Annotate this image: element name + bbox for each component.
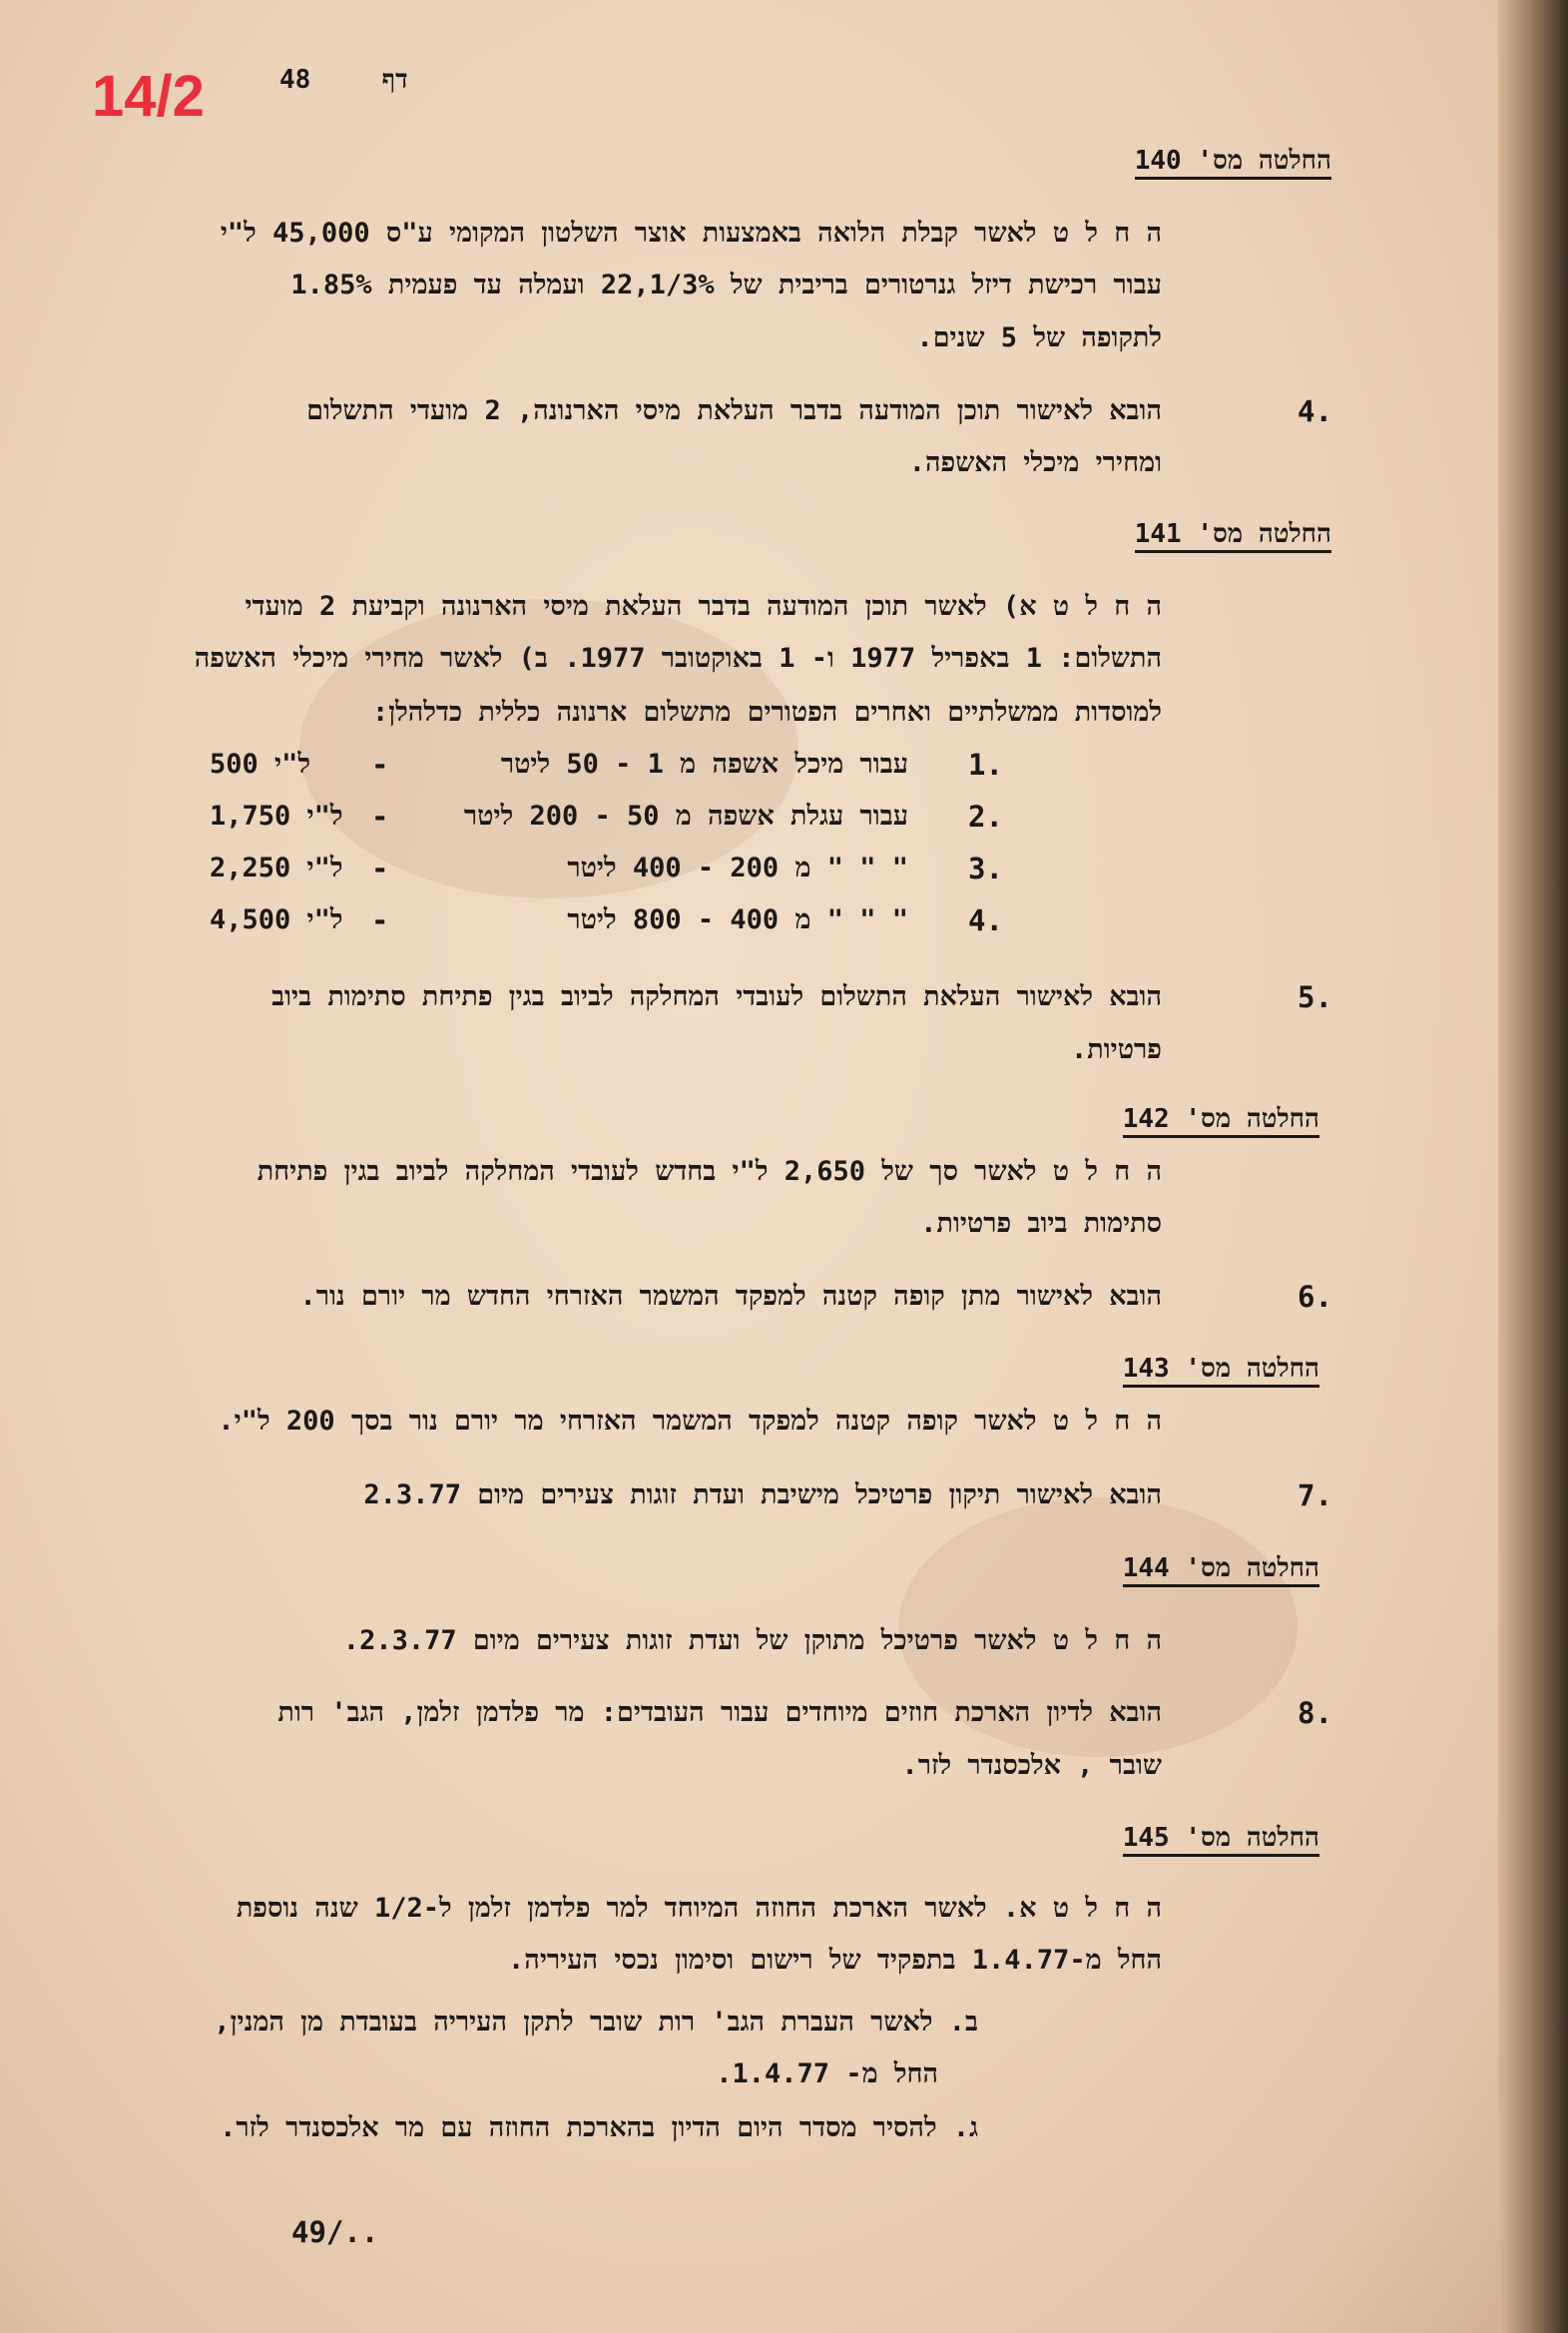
resolution-heading: החלטה מס' 144	[1123, 1555, 1319, 1587]
list-price: 4,500 ל"י	[210, 904, 343, 935]
list-desc: עבור מיכל אשפה מ 1 - 50 ליטר	[500, 749, 908, 780]
resolution-heading: החלטה מס' 140	[1135, 148, 1331, 180]
text-line: ה ח ל ט לאשר קבלת הלואה באמצעות אוצר השלטון המקומי ע"ס 45,000 ל"י	[220, 218, 1162, 249]
text-line: הובא לאישור תוכן המודעה בדבר העלאת מיסי הארנונה, 2 מועדי התשלום	[306, 395, 1162, 426]
text-line: ה ח ל ט א) לאשר תוכן המודעה בדבר העלאת מיסי הארנונה וקביעת 2 מועדי	[245, 591, 1162, 622]
page-footer: 49/..	[291, 2215, 379, 2249]
text-line: למוסדות ממשלתיים ואחרים הפטורים מתשלום ארנונה כללית כדלהלן:	[371, 697, 1162, 728]
text-line: ה ח ל ט לאשר פרטיכל מתוקן של ועדת זוגות צעירים מיום 2.3.77.	[342, 1625, 1162, 1656]
text-line: הובא לדיון הארכת חוזים מיוחדים עבור העובדים: מר פלדמן זלמן, הגב' רות	[277, 1697, 1162, 1728]
book-edge-shadow	[1498, 0, 1568, 2333]
list-desc: " " " מ 400 - 800 ליטר	[567, 904, 908, 935]
text-line: ומחירי מיכלי האשפה.	[908, 447, 1162, 478]
resolution-heading: החלטה מס' 145	[1123, 1825, 1319, 1857]
item-number: 6.	[1298, 1280, 1332, 1314]
text-line: הובא לאישור העלאת התשלום לעובדי המחלקה לביוב בגין פתיחת סתימות ביוב	[271, 981, 1162, 1012]
text-line: התשלום: 1 באפריל 1977 ו- 1 באוקטובר 1977. ב) לאשר מחירי מיכלי האשפה	[194, 643, 1162, 674]
list-price: 500 ל"י	[210, 749, 310, 780]
list-price: 2,250 ל"י	[210, 853, 343, 883]
list-desc: עבור עגלת אשפה מ 50 - 200 ליטר	[463, 801, 908, 832]
text-line: הובא לאישור תיקון פרטיכל מישיבת ועדת זוגות צעירים מיום 2.3.77	[363, 1479, 1162, 1510]
list-dash: -	[371, 800, 389, 834]
page-number: 48	[279, 65, 311, 95]
item-number: 5.	[1298, 980, 1332, 1014]
text-line: החל מ-1.4.77 בתפקיד של רישום וסימון נכסי העיריה.	[508, 1945, 1162, 1976]
resolution-heading: החלטה מס' 141	[1135, 521, 1331, 553]
list-dash: -	[371, 903, 389, 937]
list-price: 1,750 ל"י	[210, 801, 343, 832]
item-number: 8.	[1298, 1696, 1332, 1730]
text-line: סתימות ביוב פרטיות.	[920, 1208, 1162, 1239]
list-dash: -	[371, 748, 389, 782]
list-desc: " " " מ 200 - 400 ליטר	[567, 853, 908, 883]
text-line: שובר , אלכסנדר לזר.	[901, 1750, 1162, 1781]
text-line: החל מ- 1.4.77.	[716, 2058, 938, 2089]
list-number: 1.	[968, 748, 1003, 782]
text-line: ה ח ל ט א. לאשר הארכת החוזה המיוחד למר פלדמן זלמן ל-1/2 שנה נוספת	[236, 1893, 1162, 1924]
resolution-heading: החלטה מס' 143	[1123, 1356, 1319, 1388]
text-line: ה ח ל ט לאשר קופה קטנה למפקד המשמר האזרחי מר יורם נור בסך 200 ל"י.	[218, 1406, 1162, 1437]
page-stamp: 14/2	[92, 64, 205, 129]
page-header	[279, 65, 408, 95]
item-number: 4.	[1298, 394, 1332, 428]
resolution-heading: החלטה מס' 142	[1123, 1106, 1319, 1138]
page-label: דף	[381, 65, 408, 95]
text-line: ה ח ל ט לאשר סך של 2,650 ל"י בחדש לעובדי המחלקה לביוב בגין פתיחת	[257, 1156, 1162, 1187]
list-number: 2.	[968, 800, 1003, 834]
item-number: 7.	[1298, 1478, 1332, 1512]
text-line: פרטיות.	[1071, 1034, 1162, 1065]
list-number: 3.	[968, 852, 1003, 885]
text-line: עבור רכישת דיזל גנרטורים בריבית של 22,1/3% ועמלה עד פעמית 1.85%	[290, 270, 1162, 300]
text-line: הובא לאישור מתן קופה קטנה למפקד המשמר האזרחי החדש מר יורם נור.	[299, 1281, 1162, 1312]
text-line: לתקופה של 5 שנים.	[916, 322, 1162, 353]
text-line: ב. לאשר העברת הגב' רות שובר לתקן העיריה בעובדת מן המנין,	[214, 2007, 978, 2038]
text-line: ג. להסיר מסדר היום הדיון בהארכת החוזה עם מר אלכסנדר לזר.	[220, 2112, 978, 2143]
list-number: 4.	[968, 903, 1003, 937]
list-dash: -	[371, 852, 389, 885]
